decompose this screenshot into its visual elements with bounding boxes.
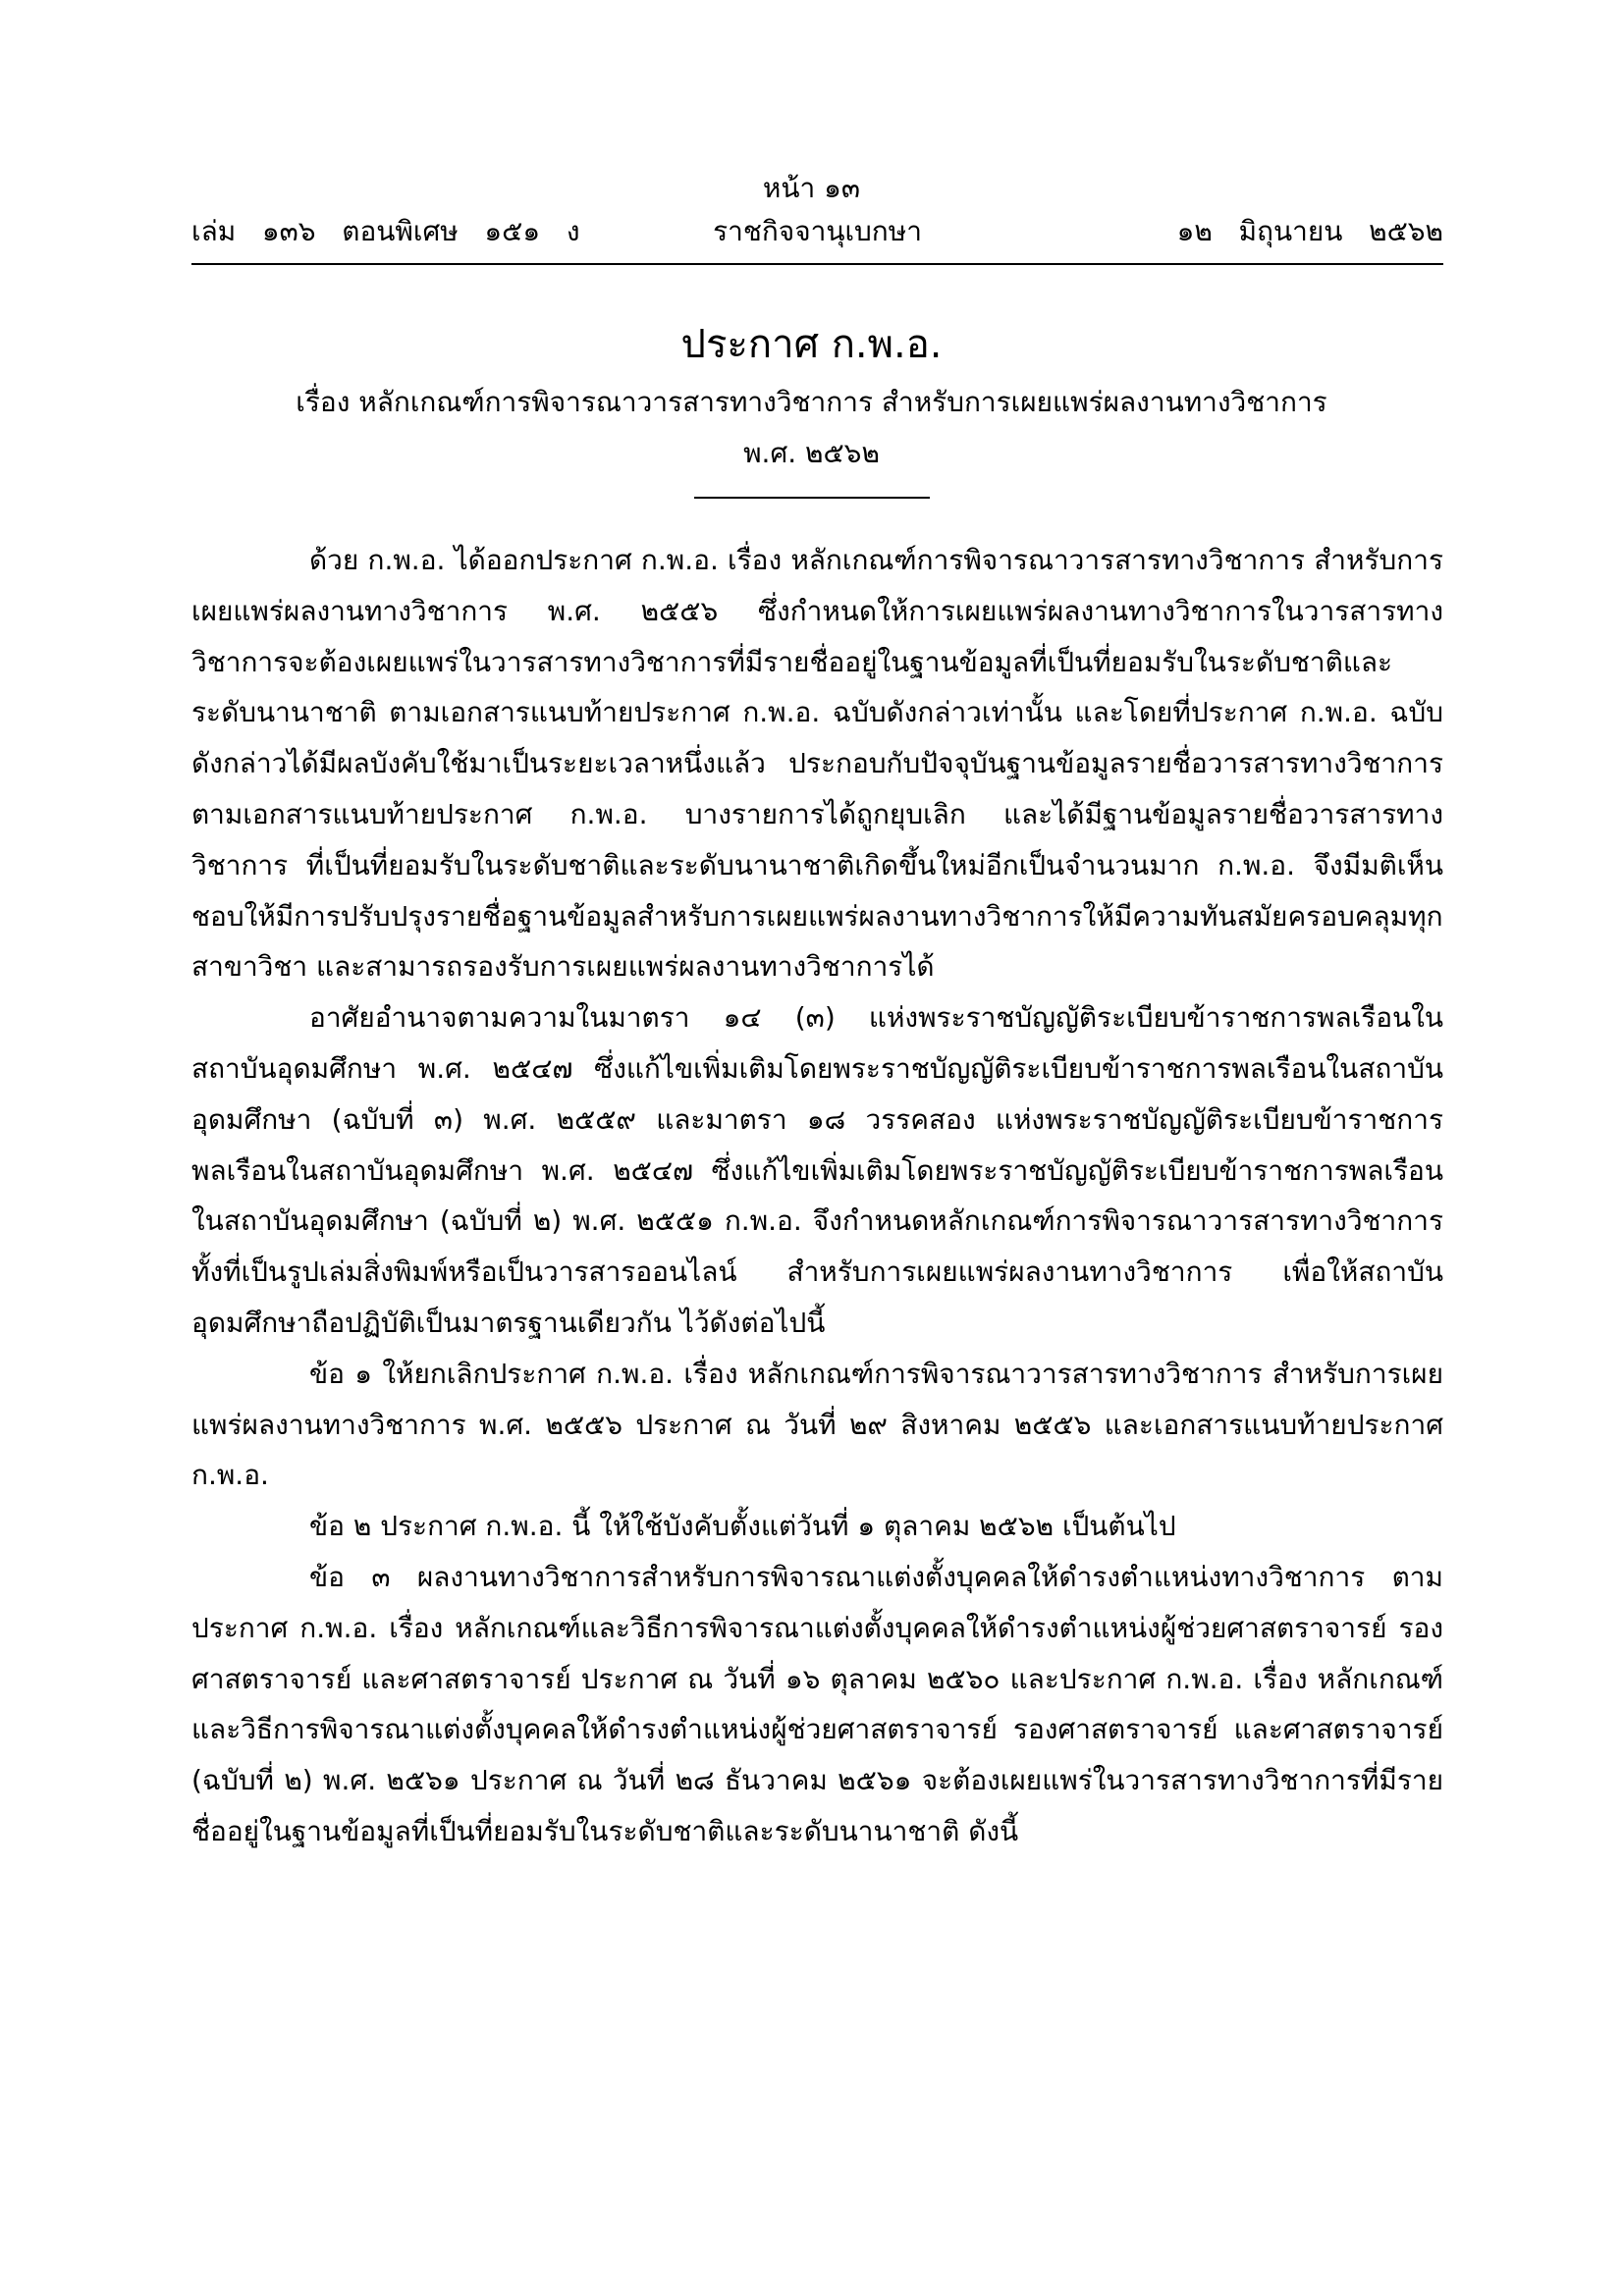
announcement-title: ประกาศ ก.พ.อ. <box>680 322 943 367</box>
paragraph: ข้อ ๓ ผลงานทางวิชาการสำหรับการพิจารณาแต่งตั้งบุคคลให้ดำรงตำแหน่งทางวิชาการ ตามประกาศ ก.พ.อ. เรื่อง หลักเกณฑ์และวิธีการพิจารณาแต่งตั้งบุคคลให้ดำรงตำแหน่งผู้ช่วยศาสตราจารย์ รองศาสตราจารย์ และศาสตราจารย์ ประกาศ ณ วันที่ ๑๖ ตุลาคม ๒๕๖๐ และประกาศ ก.พ.อ. เรื่อง หลักเกณฑ์ และวิธีการพิจารณาแต่งตั้งบุคคลให้ดำรงตำแหน่งผู้ช่วยศาสตราจารย์ รองศาสตราจารย์ และศาสตราจารย์ (ฉบับที่ ๒) พ.ศ. ๒๕๖๑ ประกาศ ณ วันที่ ๒๘ ธันวาคม ๒๕๖๑ จะต้องเผยแพร่ในวารสารทางวิชาการที่มีรายชื่ออยู่ในฐานข้อมูลที่เป็นที่ยอมรับในระดับชาติและระดับนานาชาติ ดังนี้ <box>191 1560 1443 1847</box>
paragraph: ข้อ ๑ ให้ยกเลิกประกาศ ก.พ.อ. เรื่อง หลักเกณฑ์การพิจารณาวารสารทางวิชาการ สำหรับการเผยแพร่ผลงานทางวิชาการ พ.ศ. ๒๕๕๖ ประกาศ ณ วันที่ ๒๙ สิงหาคม ๒๕๕๖ และเอกสารแนบท้ายประกาศ ก.พ.อ. <box>191 1357 1443 1492</box>
announcement-subject: เรื่อง หลักเกณฑ์การพิจารณาวารสารทางวิชาการ สำหรับการเผยแพร่ผลงานทางวิชาการ <box>296 386 1327 418</box>
title-divider <box>694 497 930 499</box>
paragraph: อาศัยอำนาจตามความในมาตรา ๑๔ (๓) แห่งพระราชบัญญัติระเบียบข้าราชการพลเรือนในสถาบันอุดมศึกษา พ.ศ. ๒๕๔๗ ซึ่งแก้ไขเพิ่มเติมโดยพระราชบัญญัติระเบียบข้าราชการพลเรือนในสถาบันอุดมศึกษา (ฉบับที่ ๓) พ.ศ. ๒๕๕๙ และมาตรา ๑๘ วรรคสอง แห่งพระราชบัญญัติระเบียบข้าราชการพลเรือนในสถาบันอุดมศึกษา พ.ศ. ๒๕๔๗ ซึ่งแก้ไขเพิ่มเติมโดยพระราชบัญญัติระเบียบข้าราชการพลเรือนในสถาบันอุดมศึกษา (ฉบับที่ ๒) พ.ศ. ๒๕๕๑ ก.พ.อ. จึงกำหนดหลักเกณฑ์การพิจารณาวารสารทางวิชาการ ทั้งที่เป็นรูปเล่มสิ่งพิมพ์หรือเป็นวารสารออนไลน์ สำหรับการเผยแพร่ผลงานทางวิชาการ เพื่อให้สถาบันอุดมศึกษาถือปฏิบัติเป็นมาตรฐานเดียวกัน ไว้ดังต่อไปนี้ <box>191 1001 1443 1339</box>
announcement-year: พ.ศ. ๒๕๖๒ <box>743 437 880 469</box>
volume-issue: เล่ม ๑๓๖ ตอนพิเศษ ๑๕๑ ง <box>191 215 580 247</box>
paragraph: ด้วย ก.พ.อ. ได้ออกประกาศ ก.พ.อ. เรื่อง หลักเกณฑ์การพิจารณาวารสารทางวิชาการ สำหรับการเผยแพร่ผลงานทางวิชาการ พ.ศ. ๒๕๕๖ ซึ่งกำหนดให้การเผยแพร่ผลงานทางวิชาการในวารสารทางวิชาการจะต้องเผยแพร่ในวารสารทางวิชาการที่มีรายชื่ออยู่ในฐานข้อมูลที่เป็นที่ยอมรับในระดับชาติและระดับนานาชาติ ตามเอกสารแนบท้ายประกาศ ก.พ.อ. ฉบับดังกล่าวเท่านั้น และโดยที่ประกาศ ก.พ.อ. ฉบับดังกล่าวได้มีผลบังคับใช้มาเป็นระยะเวลาหนึ่งแล้ว ประกอบกับปัจจุบันฐานข้อมูลรายชื่อวารสารทางวิชาการ ตามเอกสารแนบท้ายประกาศ ก.พ.อ. บางรายการได้ถูกยุบเลิก และได้มีฐานข้อมูลรายชื่อวารสารทางวิชาการ ที่เป็นที่ยอมรับในระดับชาติและระดับนานาชาติเกิดขึ้นใหม่อีกเป็นจำนวนมาก ก.พ.อ. จึงมีมติเห็นชอบให้มีการปรับปรุงรายชื่อฐานข้อมูลสำหรับการเผยแพร่ผลงานทางวิชาการให้มีความทันสมัยครอบคลุมทุกสาขาวิชา และสามารถรองรับการเผยแพร่ผลงานทางวิชาการได้ <box>191 544 1443 984</box>
announcement-body <box>191 535 1443 1857</box>
publication-date: ๑๒ มิถุนายน ๒๕๖๒ <box>1176 215 1443 247</box>
gazette-name: ราชกิจจานุเบกษา <box>713 215 922 247</box>
gazette-header <box>191 210 1443 253</box>
paragraph: ข้อ ๒ ประกาศ ก.พ.อ. นี้ ให้ใช้บังคับตั้งแต่วันที่ ๑ ตุลาคม ๒๕๖๒ เป็นต้นไป <box>309 1510 1176 1543</box>
header-divider <box>191 263 1443 265</box>
page-number: หน้า ๑๓ <box>762 172 861 204</box>
